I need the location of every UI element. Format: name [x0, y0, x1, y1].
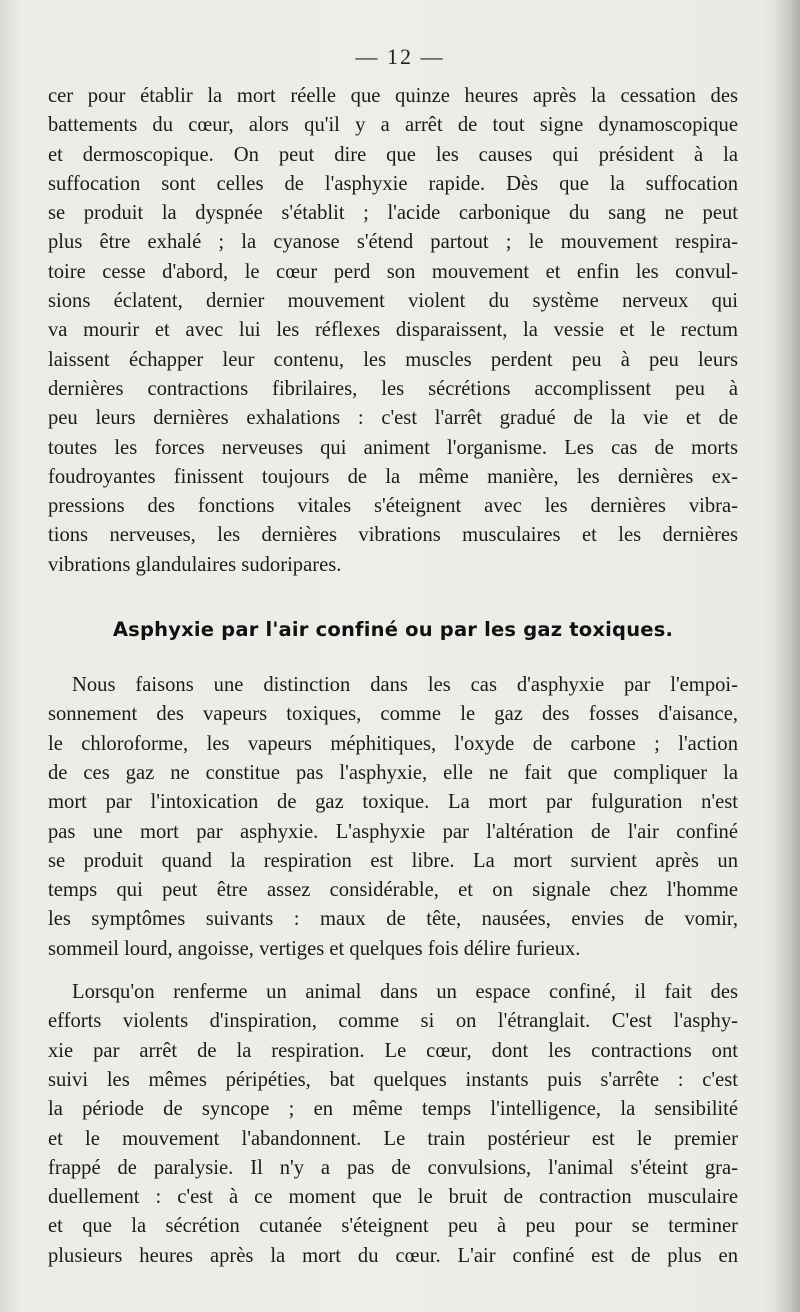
- text-line: dernières contractions fibrilaires, les sécrétions accomplissent peu à: [48, 377, 738, 400]
- page-edge-shadow: [774, 0, 800, 1312]
- text-line: tions nerveuses, les dernières vibrations musculaires et les dernières: [48, 524, 738, 547]
- text-line: les symptômes suivants : maux de tête, nausées, envies de vomir,: [48, 908, 738, 931]
- text-line: duellement : c'est à ce moment que le bruit de contraction musculaire: [48, 1186, 738, 1209]
- text-line: sommeil lourd, angoisse, vertiges et quelques fois délire furieux.: [48, 937, 581, 960]
- text-line: toutes les forces nerveuses qui animent l'organisme. Les cas de morts: [48, 436, 738, 459]
- text-line: toire cesse d'abord, le cœur perd son mouvement et enfin les convul-: [48, 260, 738, 283]
- text-line: laissent échapper leur contenu, les muscles perdent peu à peu leurs: [48, 348, 738, 371]
- text-line: et dermoscopique. On peut dire que les causes qui président à la: [48, 143, 738, 166]
- text-line: plusieurs heures après la mort du cœur. L'air confiné est de plus en: [48, 1244, 738, 1267]
- text-line: plus être exhalé ; la cyanose s'étend partout ; le mouvement respira-: [48, 231, 738, 254]
- text-line: frappé de paralysie. Il n'y a pas de convulsions, l'animal s'éteint gra-: [48, 1156, 738, 1179]
- paragraph-1: [48, 82, 738, 580]
- paragraph-gap: [48, 964, 738, 978]
- text-line: efforts violents d'inspiration, comme si on l'étranglait. C'est l'asphy-: [48, 1010, 738, 1033]
- paragraph-3: [48, 978, 738, 1271]
- text-line: Nous faisons une distinction dans les cas d'asphyxie par l'empoi-: [72, 674, 738, 697]
- text-line: de ces gaz ne constitue pas l'asphyxie, elle ne fait que compliquer la: [48, 761, 738, 784]
- text-line: se produit quand la respiration est libre. La mort survient après un: [48, 849, 738, 872]
- text-line: vibrations glandulaires sudoripares.: [48, 553, 342, 576]
- text-line: pressions des fonctions vitales s'éteignent avec les dernières vibra-: [48, 495, 738, 518]
- text-line: Lorsqu'on renferme un animal dans un espace confiné, il fait des: [72, 981, 738, 1004]
- page-number: — 12 —: [355, 44, 445, 69]
- text-line: cer pour établir la mort réelle que quinze heures après la cessation des: [48, 85, 738, 107]
- page-content: [48, 82, 738, 1271]
- text-line: pas une mort par asphyxie. L'asphyxie par l'altération de l'air confiné: [48, 820, 738, 843]
- paragraph-2: [48, 671, 738, 964]
- text-line: la période de syncope ; en même temps l'intelligence, la sensibilité: [48, 1098, 738, 1121]
- text-line: se produit la dyspnée s'établit ; l'acide carbonique du sang ne peut: [48, 202, 738, 225]
- text-line: suivi les mêmes péripéties, bat quelques instants puis s'arrête : c'est: [48, 1068, 738, 1091]
- text-line: sions éclatent, dernier mouvement violent du système nerveux qui: [48, 290, 738, 313]
- text-line: et le mouvement l'abandonnent. Le train postérieur est le premier: [48, 1127, 738, 1150]
- text-line: battements du cœur, alors qu'il y a arrêt de tout signe dynamoscopique: [48, 114, 738, 137]
- text-line: temps qui peut être assez considérable, et on signale chez l'homme: [48, 879, 738, 902]
- text-line: le chloroforme, les vapeurs méphitiques, l'oxyde de carbone ; l'action: [48, 732, 738, 755]
- text-line: suffocation sont celles de l'asphyxie rapide. Dès que la suffocation: [48, 172, 738, 195]
- text-line: mort par l'intoxication de gaz toxique. La mort par fulguration n'est: [48, 791, 738, 814]
- text-line: xie par arrêt de la respiration. Le cœur, dont les contractions ont: [48, 1039, 738, 1062]
- section-heading: Asphyxie par l'air confiné ou par les gaz toxiques.: [112, 618, 674, 642]
- text-line: foudroyantes finissent toujours de la même manière, les dernières ex-: [48, 465, 738, 488]
- text-line: va mourir et avec lui les réflexes disparaissent, la vessie et le rectum: [48, 319, 738, 342]
- text-line: et que la sécrétion cutanée s'éteignent peu à peu pour se terminer: [48, 1215, 738, 1238]
- text-line: sonnement des vapeurs toxiques, comme le gaz des fosses d'aisance,: [48, 703, 738, 726]
- text-line: peu leurs dernières exhalations : c'est l'arrêt gradué de la vie et de: [48, 407, 738, 430]
